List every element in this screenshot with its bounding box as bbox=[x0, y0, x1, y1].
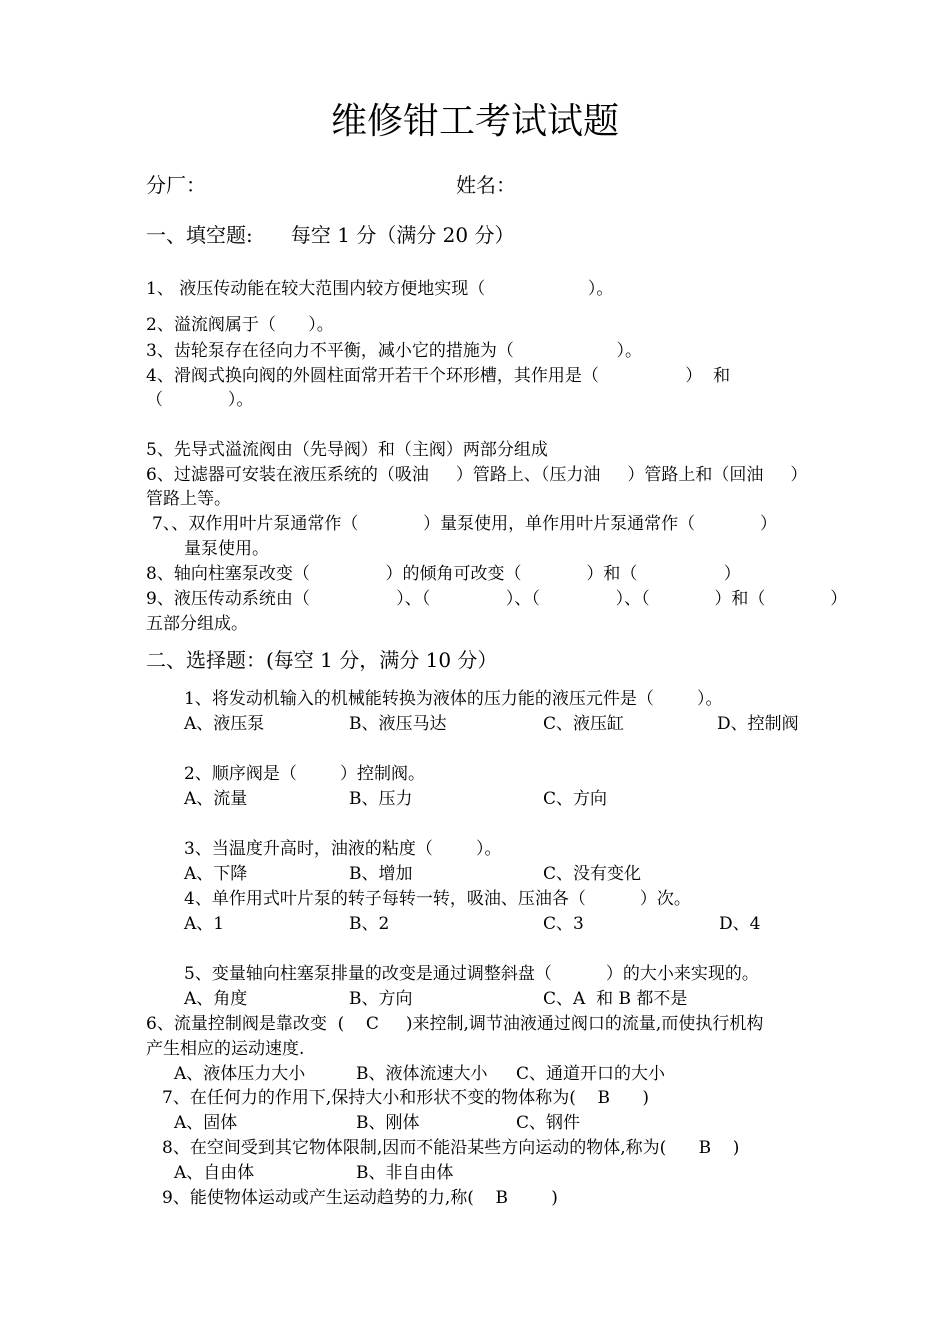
choice-q8-option-b: B、非自由体 bbox=[356, 1163, 454, 1183]
choice-q1-option-d: D、控制阀 bbox=[717, 714, 799, 734]
choice-q1-option-b: B、液压马达 bbox=[349, 714, 447, 734]
choice-q1-option-c: C、液压缸 bbox=[543, 714, 625, 734]
choice-q6-option-c: C、通道开口的大小 bbox=[516, 1064, 666, 1084]
branch-label: 分厂： bbox=[146, 173, 206, 197]
section1-heading: 一、填空题: 每空 1 分（满分 20 分） bbox=[146, 223, 515, 247]
choice-q4-option-d: D、4 bbox=[719, 914, 761, 934]
choice-q8: 8、在空间受到其它物体限制,因而不能沿某些方向运动的物体,称为( B ) bbox=[162, 1138, 740, 1158]
exam-title: 维修钳工考试试题 bbox=[330, 101, 619, 142]
choice-q9: 9、能使物体运动或产生运动趋势的力,称( B ) bbox=[162, 1188, 558, 1208]
fill-q7-line2: 量泵使用。 bbox=[184, 539, 269, 559]
choice-q7-option-a: A、固体 bbox=[174, 1113, 238, 1133]
choice-q6-option-a: A、液体压力大小 bbox=[174, 1064, 306, 1084]
fill-q7-line1: 7、、双作用叶片泵通常作（ ）量泵使用，单作用叶片泵通常作（ ） bbox=[152, 514, 778, 534]
choice-q2-option-a: A、流量 bbox=[184, 789, 248, 809]
choice-q5-option-a: A、角度 bbox=[184, 989, 248, 1009]
choice-q4-option-c: C、3 bbox=[543, 914, 584, 934]
fill-q9-line1: 9、液压传动系统由（ ）、（ ）、（ ）、（ ）和（ ） bbox=[146, 589, 848, 609]
choice-q7-option-c: C、钢件 bbox=[516, 1113, 581, 1133]
choice-q5-option-c: C、A 和 B 都不是 bbox=[543, 989, 688, 1009]
choice-q4: 4、单作用式叶片泵的转子每转一转，吸油、压油各（ ）次。 bbox=[184, 889, 691, 909]
fill-q8: 8、轴向柱塞泵改变（ ）的倾角可改变（ ）和（ ） bbox=[146, 564, 741, 584]
choice-q5: 5、变量轴向柱塞泵排量的改变是通过调整斜盘（ ）的大小来实现的。 bbox=[184, 964, 759, 984]
choice-q4-option-b: B、2 bbox=[349, 914, 390, 934]
choice-q2: 2、顺序阀是（ ）控制阀。 bbox=[184, 764, 426, 784]
fill-q2: 2、溢流阀属于（ ）。 bbox=[146, 315, 334, 335]
choice-q3-option-b: B、增加 bbox=[349, 864, 413, 884]
choice-q7: 7、在任何力的作用下,保持大小和形状不变的物体称为( B ) bbox=[162, 1088, 650, 1108]
choice-q6-option-b: B、液体流速大小 bbox=[356, 1064, 488, 1084]
fill-q4-line2: （ ）。 bbox=[146, 390, 254, 410]
choice-q6-line1: 6、流量控制阀是靠改变 ( C )来控制,调节油液通过阀口的流量,而使执行机构 bbox=[146, 1014, 764, 1034]
choice-q8-option-a: A、自由体 bbox=[174, 1163, 255, 1183]
choice-q3-option-c: C、没有变化 bbox=[543, 864, 642, 884]
choice-q1: 1、将发动机输入的机械能转换为液体的压力能的液压元件是（ ）。 bbox=[184, 689, 723, 709]
choice-q4-option-a: A、1 bbox=[184, 914, 225, 934]
choice-q7-option-b: B、刚体 bbox=[356, 1113, 420, 1133]
choice-q3-option-a: A、下降 bbox=[184, 864, 248, 884]
name-label: 姓名： bbox=[456, 173, 516, 197]
section2-heading: 二、选择题：(每空 1 分，满分 10 分） bbox=[146, 648, 498, 672]
choice-q1-option-a: A、液压泵 bbox=[184, 714, 265, 734]
choice-q3: 3、当温度升高时，油液的粘度（ ）。 bbox=[184, 839, 502, 859]
fill-q1: 1、 液压传动能在较大范围内较方便地实现（ ）。 bbox=[146, 279, 614, 299]
fill-q9-line2: 五部分组成。 bbox=[146, 614, 248, 634]
choice-q2-option-b: B、压力 bbox=[349, 789, 413, 809]
fill-q5: 5、先导式溢流阀由（先导阀）和（主阀）两部分组成 bbox=[146, 440, 548, 460]
fill-q6-line1: 6、过滤器可安装在液压系统的（吸油 ）管路上、（压力油 ）管路上和（回油 ） bbox=[146, 465, 808, 485]
choice-q5-option-b: B、方向 bbox=[349, 989, 413, 1009]
choice-q6-line2: 产生相应的运动速度. bbox=[146, 1039, 305, 1059]
fill-q4-line1: 4、滑阀式换向阀的外圆柱面常开若干个环形槽，其作用是（ ） 和 bbox=[146, 366, 731, 386]
fill-q3: 3、齿轮泵存在径向力不平衡，减小它的措施为（ ）。 bbox=[146, 341, 642, 361]
choice-q2-option-c: C、方向 bbox=[543, 789, 608, 809]
fill-q6-line2: 管路上等。 bbox=[146, 489, 231, 509]
